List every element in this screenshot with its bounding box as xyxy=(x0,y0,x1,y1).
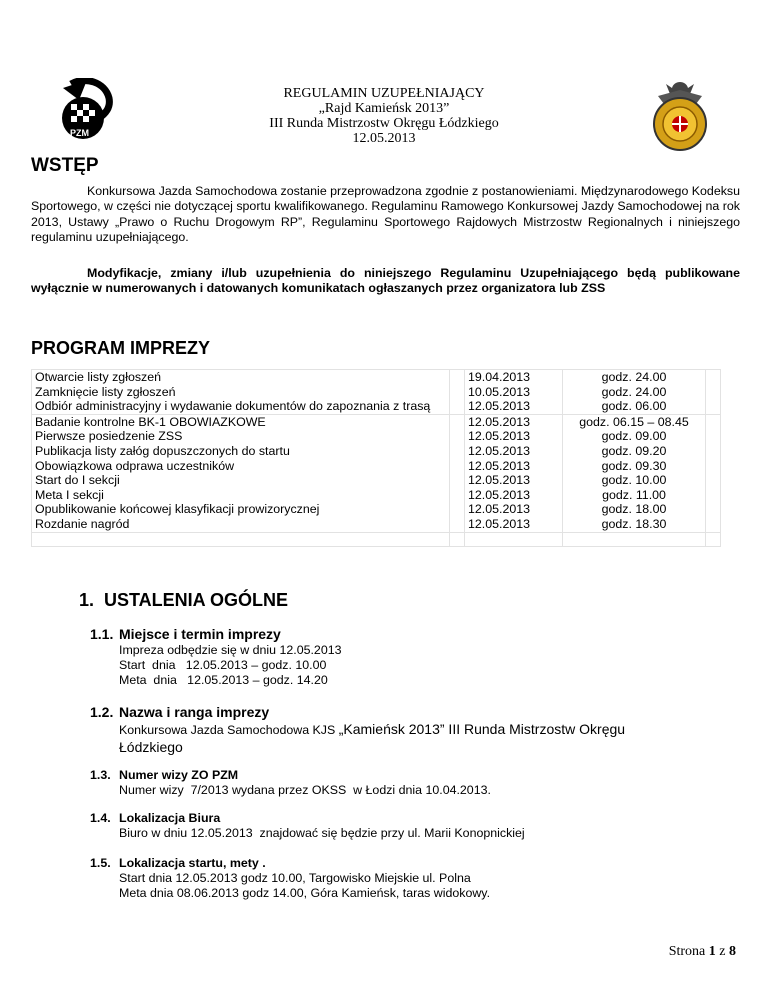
subsection-number: 1.4. xyxy=(90,811,111,825)
subsection-title-text: Nazwa i ranga imprezy xyxy=(119,704,270,720)
wstep-paragraph-2 xyxy=(31,266,740,297)
program-event-5: Pierwsze posiedzenie ZSS xyxy=(35,429,183,444)
program-row xyxy=(32,414,721,532)
wstep-text-1: Konkursowa Jazda Samochodowa zostanie przeprowadzona zgodnie z postanowieniami. Międzynarodowego Kodeksu Sportowego, w części nie dotyczącej sportu kwalifikowanego. Regulaminu Ramowego Konkursowej Jazdy Samochodowej na rok 2013, Ustawy „Prawo o Ruchu Drogowym RP”, Regulaminu Sportowego Rajdowych Mistrzostw Regionalnych i niniejszego regulaminu uzupełniającego. xyxy=(31,184,740,245)
body-line: Impreza odbędzie się w dniu 12.05.2013 xyxy=(119,643,342,657)
subsection-body-1-5 xyxy=(119,871,490,901)
program-date-11: 12.05.2013 xyxy=(468,516,531,531)
program-time-9: godz. 11.00 xyxy=(602,487,666,502)
body-line: Numer wizy 7/2013 wydana przez OKSS w Łodzi dnia 10.04.2013. xyxy=(119,783,491,797)
subsection-title-text: Numer wizy ZO PZM xyxy=(119,768,239,782)
program-time-1: godz. 24.00 xyxy=(601,370,667,384)
section-title-wstep: WSTĘP xyxy=(31,155,99,176)
subsection-body-1-2 xyxy=(119,721,625,756)
program-event-11: Rozdanie nagród xyxy=(35,516,130,531)
subsection-body-1-4 xyxy=(119,826,525,841)
subsection-number: 1.1. xyxy=(90,626,114,642)
program-table xyxy=(31,369,721,547)
program-date-7: 12.05.2013 xyxy=(468,458,531,473)
body-line: Łódzkiego xyxy=(119,739,183,755)
program-date-2: 10.05.2013 xyxy=(468,384,531,399)
doc-event-name: „Rajd Kamieńsk 2013” xyxy=(318,101,450,116)
program-event-1: Otwarcie listy zgłoszeń xyxy=(35,370,162,384)
subsection-title-1-3 xyxy=(90,768,238,782)
section-title-program: PROGRAM IMPREZY xyxy=(31,338,211,358)
subsection-body-1-3 xyxy=(119,783,491,798)
program-event-4: Badanie kontrolne BK-1 OBOWIAZKOWE xyxy=(35,414,266,429)
program-date-5: 12.05.2013 xyxy=(468,429,531,444)
program-event-3: Odbiór administracyjny i wydawanie dokumentów do zapoznania z trasą xyxy=(35,399,431,414)
subsection-body-1-1 xyxy=(119,643,342,688)
page-current: 1 xyxy=(708,944,716,959)
program-date-1: 19.04.2013 xyxy=(468,370,531,384)
page-total: 8 xyxy=(729,944,736,959)
program-date-4: 12.05.2013 xyxy=(468,414,531,429)
subsection-title-text: Lokalizacja startu, mety . xyxy=(119,856,266,870)
program-time-11: godz. 18.30 xyxy=(601,516,667,531)
body-line: Meta dnia 12.05.2013 – godz. 14.20 xyxy=(119,673,328,687)
page-separator: z xyxy=(715,944,729,959)
subsection-title-1-5 xyxy=(90,856,266,870)
program-event-9: Meta I sekcji xyxy=(35,487,104,502)
program-row xyxy=(32,370,721,415)
subsection-title-text: Miejsce i termin imprezy xyxy=(119,626,281,642)
program-event-2: Zamknięcie listy zgłoszeń xyxy=(35,384,176,399)
section-title-ustalenia: 1. USTALENIA OGÓLNE xyxy=(79,590,289,610)
program-time-2: godz. 24.00 xyxy=(601,384,667,399)
doc-date: 12.05.2013 xyxy=(352,131,416,146)
body-line: Start dnia 12.05.2013 – godz. 10.00 xyxy=(119,658,327,672)
body-text: Konkursowa Jazda Samochodowa KJS xyxy=(119,723,339,737)
page-number xyxy=(669,944,736,960)
body-line: Biuro w dniu 12.05.2013 znajdować się będzie przy ul. Marii Konopnickiej xyxy=(119,826,525,840)
subsection-number: 1.2. xyxy=(90,704,114,720)
program-time-7: godz. 09.30 xyxy=(601,458,667,473)
body-line xyxy=(119,721,625,739)
wstep-text-2: Modyfikacje, zmiany i/lub uzupełnienia do niniejszego Regulaminu Uzupełniającego będą publikowane wyłącznie w numerowanych i datowanych komunikatach ogłaszanych przez organizatora lub ZSS xyxy=(31,266,740,296)
program-time-8: godz. 10.00 xyxy=(601,473,667,488)
program-time-4: godz. 06.15 – 08.45 xyxy=(579,414,689,429)
doc-title: REGULAMIN UZUPEŁNIAJĄCY xyxy=(283,86,485,101)
program-event-8: Start do I sekcji xyxy=(35,473,120,488)
program-event-6: Publikacja listy załóg dopuszczonych do startu xyxy=(35,443,290,458)
program-date-9: 12.05.2013 xyxy=(468,487,531,502)
wstep-paragraph-1 xyxy=(31,184,740,246)
program-time-6: godz. 09.20 xyxy=(601,443,667,458)
program-time-3: godz. 06.00 xyxy=(601,399,667,414)
program-date-6: 12.05.2013 xyxy=(468,443,531,458)
program-date-8: 12.05.2013 xyxy=(468,473,531,488)
pzm-logo-text: PZM xyxy=(70,128,89,138)
program-row-empty xyxy=(32,532,721,546)
body-text-large: „Kamieńsk 2013” III Runda Mistrzostw Okręgu xyxy=(338,721,626,737)
subsection-number: 1.5. xyxy=(90,856,111,870)
program-time-10: godz. 18.00 xyxy=(601,502,667,517)
program-date-10: 12.05.2013 xyxy=(468,502,531,517)
subsection-title-1-2 xyxy=(90,704,269,720)
subsection-title-1-4 xyxy=(90,811,220,825)
subsection-title-1-1 xyxy=(90,626,281,642)
program-event-7: Obowiązkowa odprawa uczestników xyxy=(35,458,235,473)
doc-event-series: III Runda Mistrzostw Okręgu Łódzkiego xyxy=(269,116,499,131)
page-prefix: Strona xyxy=(668,944,709,959)
subsection-title-text: Lokalizacja Biura xyxy=(119,811,221,825)
program-event-10: Opublikowanie końcowej klasyfikacji prowizorycznej xyxy=(35,502,320,517)
program-time-5: godz. 09.00 xyxy=(601,429,667,444)
body-line: Start dnia 12.05.2013 godz 10.00, Targowisko Miejskie ul. Polna xyxy=(119,871,471,885)
program-date-3: 12.05.2013 xyxy=(468,399,531,414)
subsection-number: 1.3. xyxy=(90,768,111,782)
body-line: Meta dnia 08.06.2013 godz 14.00, Góra Kamieńsk, taras widokowy. xyxy=(119,886,491,900)
